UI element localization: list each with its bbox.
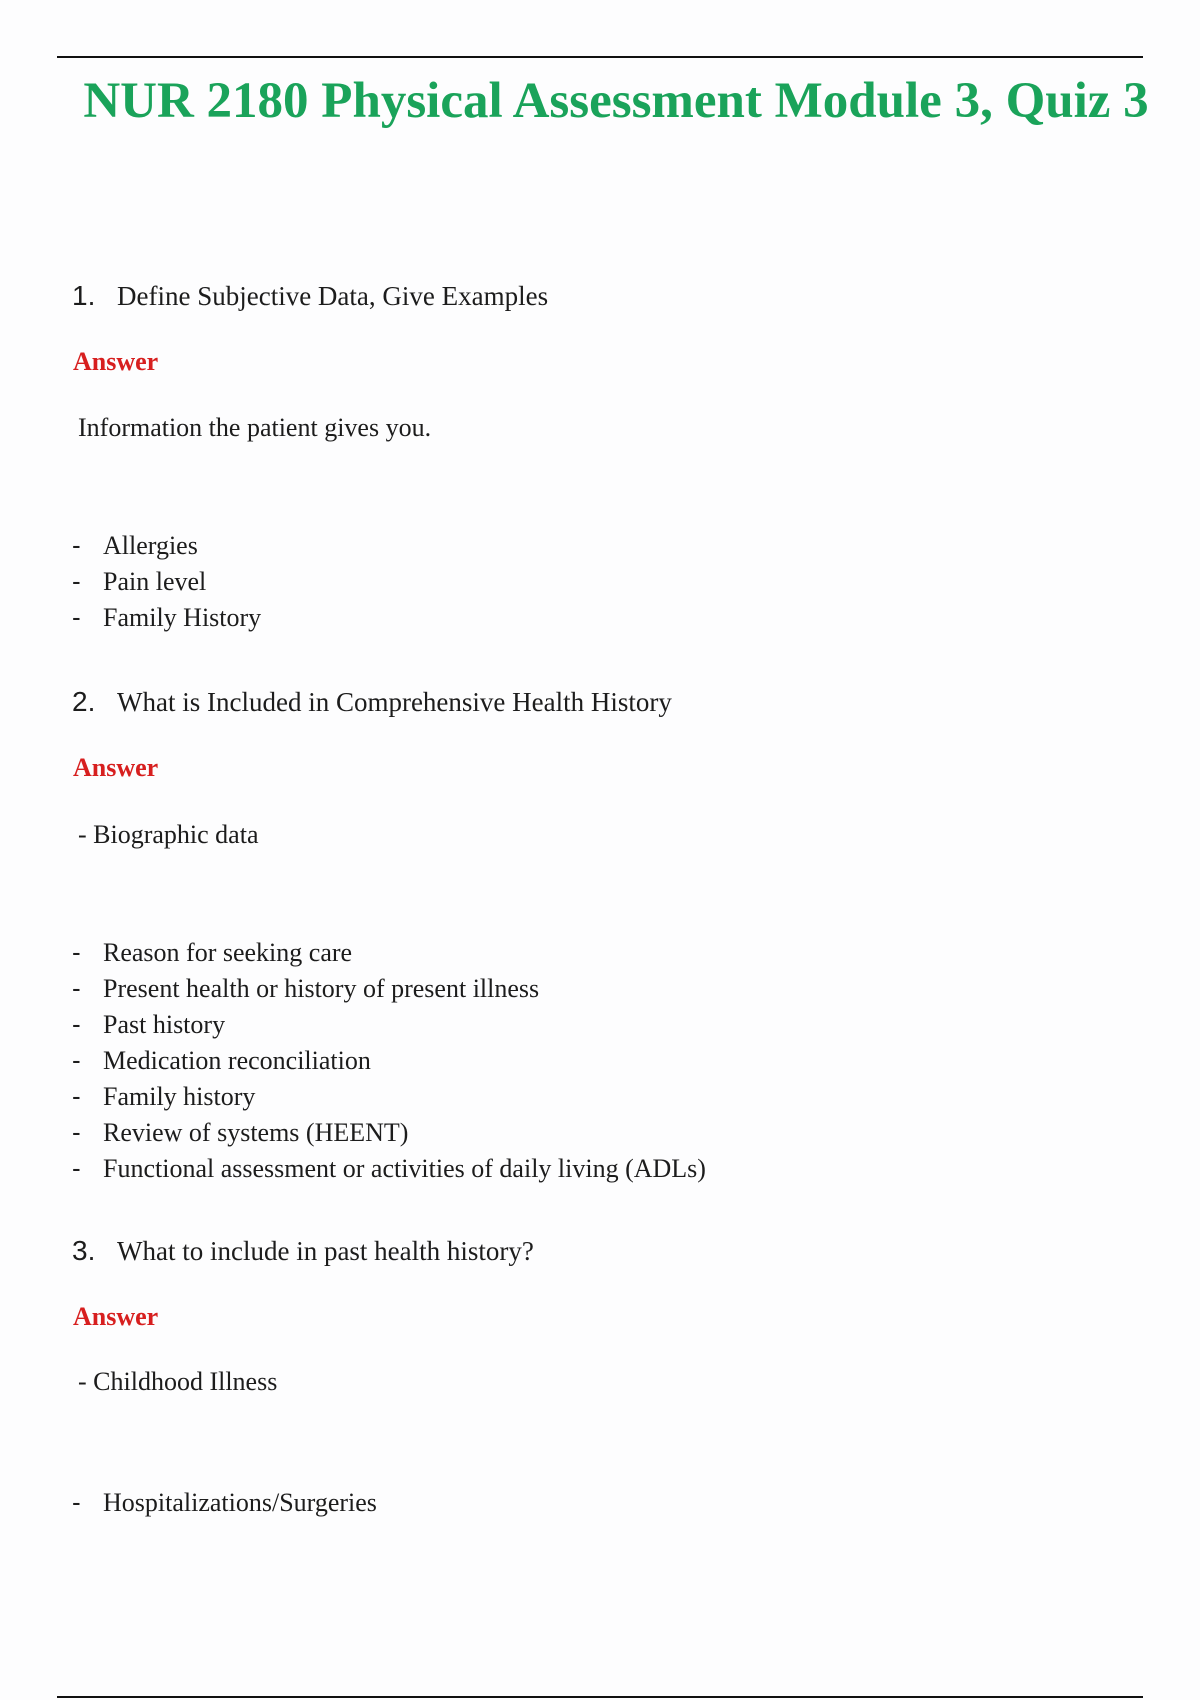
answer-text: Information the patient gives you. [78, 413, 432, 442]
list-item: - Past history [72, 1009, 226, 1039]
document-title: NUR 2180 Physical Assessment Module 3, Quiz 3 [83, 73, 1149, 129]
list-item: - Family history [72, 1081, 256, 1111]
answer-list [72, 527, 261, 635]
list-item: - Allergies [72, 530, 198, 560]
question-2 [72, 686, 672, 718]
list-item: - Hospitalizations/Surgeries [72, 1487, 377, 1517]
list-item: - Present health or history of present illness [72, 973, 540, 1003]
answer-label: Answer [73, 753, 159, 782]
bottom-rule [57, 1696, 1143, 1698]
question-text: Define Subjective Data, Give Examples [117, 281, 549, 311]
answer-list [72, 1484, 377, 1520]
answer-text: - Biographic data [78, 820, 259, 849]
list-item: - Pain level [72, 566, 207, 596]
answer-label: Answer [73, 1302, 159, 1331]
answer-label: Answer [73, 347, 159, 376]
answer-list [72, 934, 706, 1186]
answer-text: - Childhood Illness [78, 1367, 278, 1396]
list-item: - Family History [72, 602, 262, 632]
question-3 [72, 1235, 534, 1267]
question-text: What is Included in Comprehensive Health History [117, 687, 672, 717]
question-1 [72, 280, 548, 312]
list-item: - Functional assessment or activities of daily living (ADLs) [72, 1153, 706, 1183]
list-item: - Reason for seeking care [72, 937, 353, 967]
list-item: - Medication reconciliation [72, 1045, 371, 1075]
top-rule [57, 56, 1143, 58]
question-number: 1. [72, 280, 96, 311]
question-text: What to include in past health history? [117, 1236, 534, 1266]
list-item: - Review of systems (HEENT) [72, 1117, 409, 1147]
question-number: 3. [72, 1235, 96, 1266]
question-number: 2. [72, 686, 96, 717]
